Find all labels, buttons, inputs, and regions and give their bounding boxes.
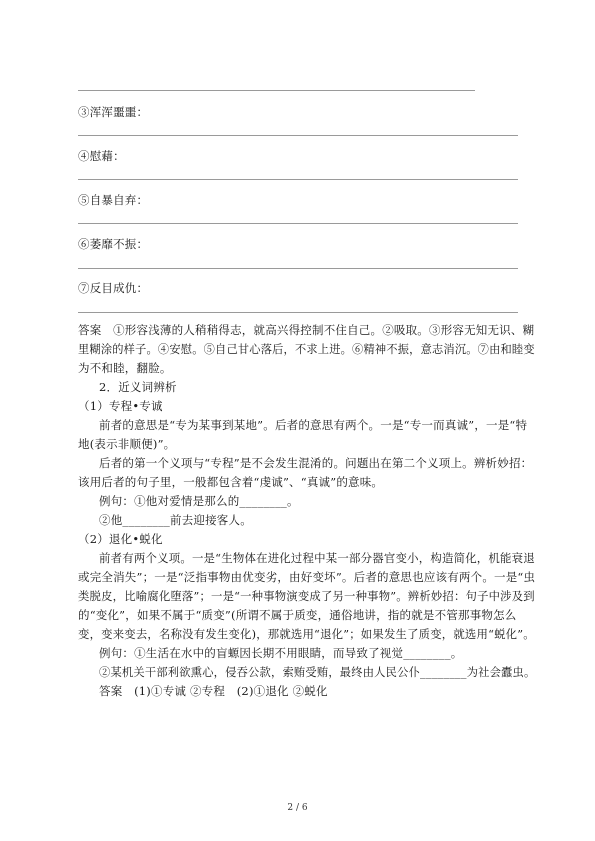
- page-number: 2 / 6: [287, 803, 308, 813]
- paragraph-line: 该用后者的句子里，一般都包含着“虔诚”、“真诚”的意味。: [78, 475, 384, 489]
- answer-text: 答案 ①形容浅薄的人稍稍得志，就高兴得控制不住自己。②吸取。③形容无知无识、糊: [78, 323, 535, 337]
- answer-text: 答案 (1)①专诚 ②专程 (2)①退化 ②蜕化: [99, 684, 328, 698]
- example-sentence: ②他________前去迎接客人。: [99, 513, 252, 527]
- vocab-item: ⑥萎靡不振：: [78, 237, 149, 251]
- vocab-item: ⑤自暴自弃：: [78, 193, 149, 207]
- section-title: 2．近义词辨析: [99, 380, 177, 394]
- vocab-item: ⑦反目成仇：: [78, 281, 149, 295]
- subsection-heading: （2）退化•蜕化: [78, 532, 163, 546]
- paragraph-line: 后者的第一个义项与“专程”是不会发生混淆的。问题出在第二个义项上。辨析妙招：: [99, 456, 533, 470]
- paragraph-line: 变，变来变去，名称没有发生变化)，那就选用“退化”；如果发生了质变，就选用“蜕化”。: [78, 627, 535, 641]
- vocab-item: ④慰藉：: [78, 149, 125, 163]
- answer-line: [78, 179, 518, 180]
- answer-line: [78, 135, 518, 136]
- answer-line: [78, 312, 518, 313]
- answer-line: [78, 268, 518, 269]
- paragraph-line: 或完全消失”；一是“泛指事物由优变劣，由好变坏”。后者的意思也应该有两个。一是“虫: [78, 570, 536, 584]
- example-sentence: 例句：①他对爱情是那么的________。: [99, 494, 299, 508]
- subsection-heading: （1）专程•专诚: [78, 399, 163, 413]
- paragraph-line: 类脱皮，比喻腐化堕落”；一是“一种事物演变成了另一种事物”。辨析妙招：句子中涉及到: [78, 589, 535, 603]
- answer-line: [78, 223, 518, 224]
- answer-line: [78, 90, 475, 91]
- paragraph-line: 的“变化”，如果不属于“质变”(所谓不属于质变，通俗地讲，指的就是不管那事物怎么: [78, 608, 517, 622]
- paragraph-line: 地(表示非顺便)”。: [78, 437, 176, 451]
- vocab-item: ③浑浑噩噩：: [78, 105, 149, 119]
- paragraph-line: 前者有两个义项。一是“生物体在进化过程中某一部分器官变小，构造简化，机能衰退: [99, 551, 535, 565]
- example-sentence: 例句：①生活在水中的盲螈因长期不用眼睛，而导致了视觉________。: [99, 646, 463, 660]
- answer-text: 为不和睦，翻脸。: [78, 361, 172, 375]
- answer-text: 里糊涂的样子。④安慰。⑤自己甘心落后，不求上进。⑥精神不振，意志消沉。⑦由和睦变: [78, 342, 535, 356]
- paragraph-line: 前者的意思是“专为某事到某地”。后者的意思有两个。一是“专一而真诚”，一是“特: [99, 418, 528, 432]
- example-sentence: ②某机关干部利欲熏心，侵吞公款，索贿受贿，最终由人民公仆________为社会蠹虫。: [99, 665, 536, 679]
